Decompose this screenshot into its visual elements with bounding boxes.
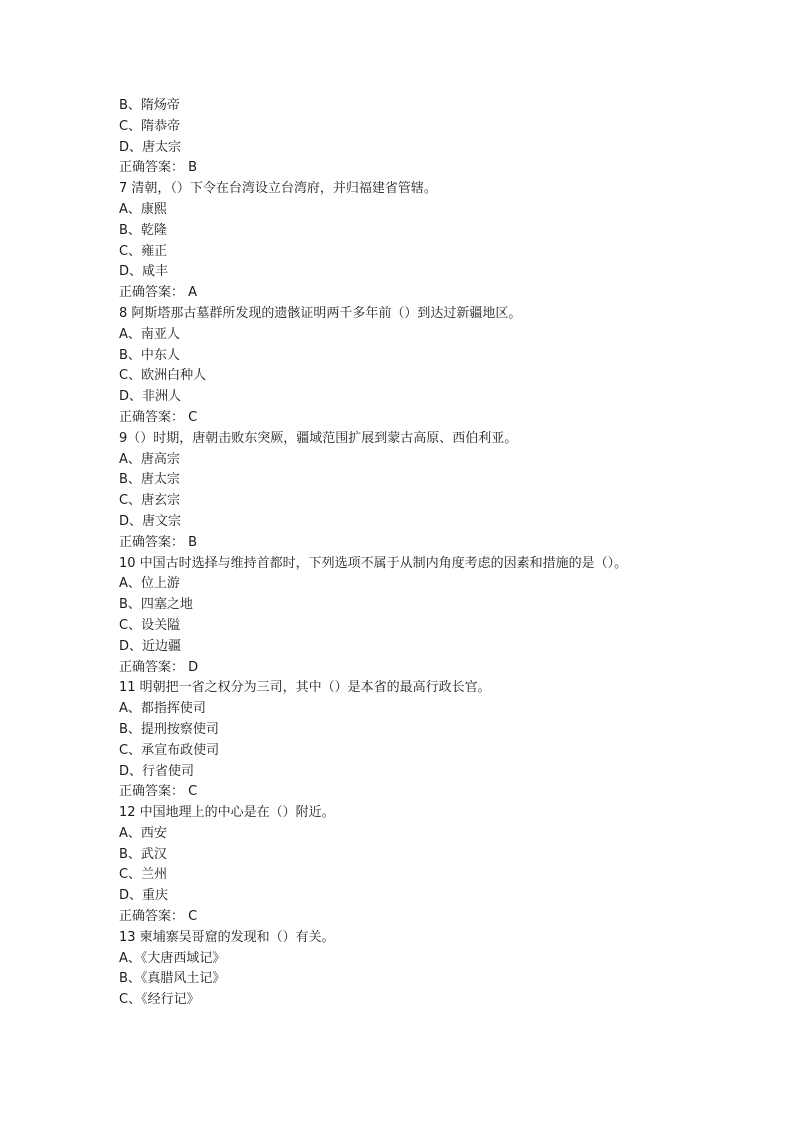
option-line: C、隋恭帝 (119, 118, 181, 134)
option-line: C、承宣布政使司 (119, 742, 220, 758)
question-line: 11 明朝把一省之权分为三司，其中（）是本省的最高行政长官。 (119, 680, 491, 696)
option-line: D、唐文宗 (119, 513, 182, 529)
option-line: B、唐太宗 (119, 472, 180, 488)
option-line: D、咸丰 (119, 264, 169, 280)
option-line: A、都指挥使司 (119, 701, 206, 717)
option-line: C、欧洲白种人 (119, 368, 207, 384)
answer-line: 正确答案： C (119, 409, 198, 425)
question-line: 7 清朝，（）下令在台湾设立台湾府，并归福建省管辖。 (119, 181, 437, 197)
option-line: A、西安 (119, 825, 167, 841)
question-line: 8 阿斯塔那古墓群所发现的遗骸证明两千多年前（）到达过新疆地区。 (119, 305, 522, 321)
question-line: 10 中国古时选择与维持首都时，下列选项不属于从制内角度考虑的因素和措施的是（）。 (119, 555, 628, 571)
option-line: C、雍正 (119, 243, 168, 259)
option-line: D、非洲人 (119, 389, 182, 405)
option-line: B、《真腊风土记》 (119, 971, 226, 987)
option-line: B、中东人 (119, 347, 180, 363)
option-line: A、康熙 (119, 201, 167, 217)
option-line: D、重庆 (119, 888, 169, 904)
option-line: B、提刑按察使司 (119, 721, 219, 737)
option-line: C、唐玄宗 (119, 493, 181, 509)
answer-line: 正确答案： C (119, 784, 198, 800)
option-line: B、四塞之地 (119, 597, 193, 613)
answer-line: 正确答案： B (119, 160, 198, 176)
option-line: B、隋炀帝 (119, 98, 180, 113)
option-line: B、乾隆 (119, 222, 167, 238)
option-line: C、《经行记》 (119, 992, 200, 1008)
question-line: 12 中国地理上的中心是在（）附近。 (119, 805, 335, 821)
option-line: A、南亚人 (119, 326, 180, 342)
answer-line: 正确答案： C (119, 909, 198, 925)
answer-line: 正确答案： A (119, 285, 198, 301)
question-line: 9（）时期，唐朝击败东突厥，疆域范围扩展到蒙古高原、西伯利亚。 (119, 430, 518, 446)
option-line: D、行省使司 (119, 763, 195, 779)
option-line: C、兰州 (119, 867, 168, 883)
answer-line: 正确答案： D (119, 659, 199, 675)
option-line: D、唐太宗 (119, 139, 182, 155)
option-line: A、唐高宗 (119, 451, 180, 467)
option-line: C、设关隘 (119, 617, 181, 633)
option-line: A、《大唐西域记》 (119, 950, 226, 966)
option-line: A、位上游 (119, 576, 180, 592)
option-line: D、近边疆 (119, 638, 182, 654)
question-line: 13 柬埔寨吴哥窟的发现和（）有关。 (119, 929, 335, 945)
option-line: B、武汉 (119, 846, 167, 862)
document-page (119, 96, 719, 1011)
answer-line: 正确答案： B (119, 534, 198, 550)
